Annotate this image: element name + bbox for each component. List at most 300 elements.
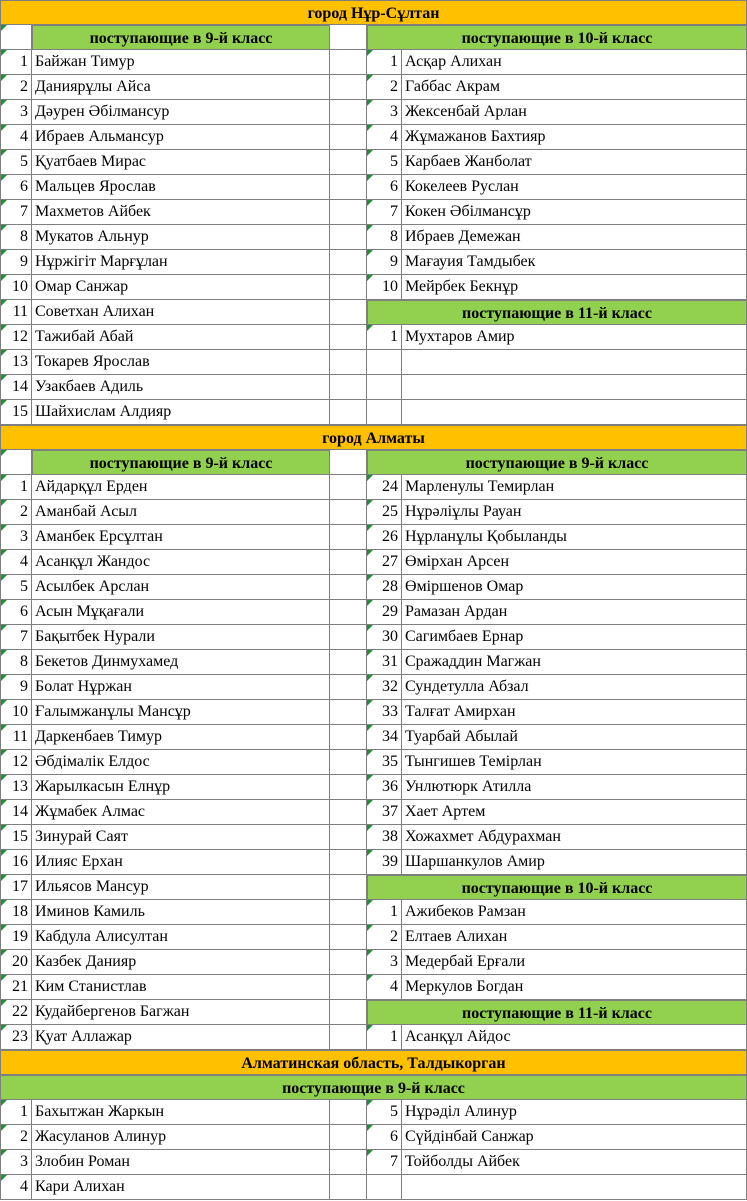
row-number-cell[interactable]: 19 bbox=[0, 925, 32, 950]
student-name-cell[interactable]: Рамазан Ардан bbox=[402, 600, 747, 625]
row-number-cell[interactable] bbox=[367, 1175, 402, 1200]
student-name-cell[interactable]: Хает Артем bbox=[402, 800, 747, 825]
row-number-cell[interactable]: 30 bbox=[367, 625, 402, 650]
table-row bbox=[0, 825, 747, 850]
student-name-cell[interactable]: Советхан Алихан bbox=[32, 300, 330, 325]
table-row bbox=[0, 50, 747, 75]
row-number-cell[interactable]: 31 bbox=[367, 650, 402, 675]
spacer-cell[interactable] bbox=[330, 850, 367, 875]
spacer-cell[interactable] bbox=[330, 150, 367, 175]
cell-marker-icon bbox=[1, 650, 7, 656]
table-row bbox=[0, 300, 747, 325]
student-name-cell[interactable]: Талғат Амирхан bbox=[402, 700, 747, 725]
section-title-row bbox=[0, 425, 747, 450]
spacer-cell[interactable] bbox=[330, 675, 367, 700]
row-number-cell[interactable]: 13 bbox=[0, 350, 32, 375]
row-number-cell[interactable]: 17 bbox=[0, 875, 32, 900]
spacer-cell[interactable] bbox=[330, 175, 367, 200]
student-name-cell[interactable]: Тойболды Айбек bbox=[402, 1150, 747, 1175]
spacer-cell[interactable] bbox=[330, 900, 367, 925]
spacer-cell[interactable] bbox=[330, 525, 367, 550]
student-name-cell[interactable]: Ильясов Мансур bbox=[32, 875, 330, 900]
table-row bbox=[0, 1150, 747, 1175]
student-name-cell[interactable]: Злобин Роман bbox=[32, 1150, 330, 1175]
row-number-cell[interactable]: 16 bbox=[0, 850, 32, 875]
row-number-cell[interactable]: 5 bbox=[367, 150, 402, 175]
cell-marker-icon bbox=[1, 1000, 7, 1006]
student-name-cell[interactable]: Асқар Алихан bbox=[402, 50, 747, 75]
table-row bbox=[0, 225, 747, 250]
spacer-cell[interactable] bbox=[330, 775, 367, 800]
class-header bbox=[32, 25, 330, 50]
row-number-cell[interactable]: 6 bbox=[0, 600, 32, 625]
student-name-cell[interactable]: Шайхислам Алдияр bbox=[32, 400, 330, 425]
row-number-cell[interactable]: 9 bbox=[0, 250, 32, 275]
section-title bbox=[0, 425, 747, 450]
student-name-cell[interactable]: Мукатов Альнур bbox=[32, 225, 330, 250]
table-row bbox=[0, 975, 747, 1000]
row-number-cell[interactable]: 3 bbox=[367, 100, 402, 125]
spacer-cell[interactable] bbox=[330, 25, 367, 50]
table-row bbox=[0, 100, 747, 125]
student-name-cell[interactable]: Жұмабек Алмас bbox=[32, 800, 330, 825]
row-number-cell[interactable]: 23 bbox=[0, 1025, 32, 1050]
cell-marker-icon bbox=[1, 925, 7, 931]
cell-marker-icon bbox=[1, 975, 7, 981]
student-name-cell[interactable]: Ибраев Демежан bbox=[402, 225, 747, 250]
student-name-cell[interactable]: Сражаддин Магжан bbox=[402, 650, 747, 675]
student-name-cell[interactable]: Габбас Акрам bbox=[402, 75, 747, 100]
row-number-cell[interactable]: 5 bbox=[367, 1100, 402, 1125]
row-number-cell[interactable]: 1 bbox=[367, 900, 402, 925]
row-number-cell[interactable]: 5 bbox=[0, 150, 32, 175]
row-number-cell[interactable]: 7 bbox=[367, 1150, 402, 1175]
cell-marker-icon bbox=[1, 550, 7, 556]
student-name-cell[interactable]: Кари Алихан bbox=[32, 1175, 330, 1200]
student-name-cell[interactable]: Унлютюрк Атилла bbox=[402, 775, 747, 800]
student-name-cell[interactable]: Медербай Ерғали bbox=[402, 950, 747, 975]
cell-marker-icon bbox=[1, 525, 7, 531]
cell-marker-icon bbox=[1, 250, 7, 256]
table-row bbox=[0, 125, 747, 150]
row-number-cell[interactable]: 14 bbox=[0, 375, 32, 400]
student-name-cell[interactable]: Елтаев Алихан bbox=[402, 925, 747, 950]
row-number-cell[interactable] bbox=[367, 400, 402, 425]
table-row bbox=[0, 150, 747, 175]
row-number-cell[interactable]: 4 bbox=[367, 125, 402, 150]
row-number-cell[interactable]: 1 bbox=[0, 50, 32, 75]
student-name-cell[interactable]: Жасуланов Алинур bbox=[32, 1125, 330, 1150]
spacer-cell[interactable] bbox=[330, 725, 367, 750]
row-number-cell[interactable] bbox=[367, 350, 402, 375]
cell-marker-icon bbox=[1, 400, 7, 406]
student-name-cell[interactable]: Узакбаев Адиль bbox=[32, 375, 330, 400]
cell-marker-icon bbox=[367, 600, 373, 606]
spacer-cell[interactable] bbox=[330, 1175, 367, 1200]
cell-marker-icon bbox=[367, 825, 373, 831]
class-header bbox=[367, 450, 747, 475]
cell-marker-icon bbox=[1, 225, 7, 231]
cell-marker-icon bbox=[367, 475, 373, 481]
student-name-cell[interactable]: Аманбек Ерсұлтан bbox=[32, 525, 330, 550]
row-number-cell[interactable]: 1 bbox=[0, 1100, 32, 1125]
spacer-cell[interactable] bbox=[330, 450, 367, 475]
row-number-cell[interactable] bbox=[367, 375, 402, 400]
student-name-cell[interactable] bbox=[402, 375, 747, 400]
cell-marker-icon bbox=[367, 900, 373, 906]
cell-marker-icon bbox=[1, 150, 7, 156]
row-number-cell[interactable]: 15 bbox=[0, 400, 32, 425]
student-name-cell[interactable]: Мейрбек Бекнұр bbox=[402, 275, 747, 300]
student-name-cell[interactable]: Болат Нұржан bbox=[32, 675, 330, 700]
row-number-cell[interactable] bbox=[0, 25, 32, 50]
spacer-cell[interactable] bbox=[330, 750, 367, 775]
cell-marker-icon bbox=[367, 125, 373, 131]
row-number-cell[interactable]: 1 bbox=[367, 325, 402, 350]
table-row bbox=[0, 550, 747, 575]
spacer-cell[interactable] bbox=[330, 925, 367, 950]
row-number-cell[interactable]: 12 bbox=[0, 750, 32, 775]
table-row bbox=[0, 700, 747, 725]
row-number-cell[interactable]: 2 bbox=[0, 500, 32, 525]
row-number-cell[interactable]: 33 bbox=[367, 700, 402, 725]
row-number-cell[interactable]: 3 bbox=[0, 100, 32, 125]
row-number-cell[interactable]: 4 bbox=[367, 975, 402, 1000]
student-name-cell[interactable]: Жарылкасын Елнұр bbox=[32, 775, 330, 800]
student-name-cell[interactable]: Иминов Камиль bbox=[32, 900, 330, 925]
spacer-cell[interactable] bbox=[330, 500, 367, 525]
table-row bbox=[0, 350, 747, 375]
row-number-cell[interactable]: 12 bbox=[0, 325, 32, 350]
row-number-cell[interactable]: 14 bbox=[0, 800, 32, 825]
row-number-cell[interactable]: 21 bbox=[0, 975, 32, 1000]
spacer-cell[interactable] bbox=[330, 875, 367, 900]
row-number-cell[interactable]: 11 bbox=[0, 300, 32, 325]
cell-marker-icon bbox=[367, 325, 373, 331]
student-name-cell[interactable]: Дәурен Әбілмансур bbox=[32, 100, 330, 125]
student-name-cell[interactable]: Мағауия Тамдыбек bbox=[402, 250, 747, 275]
section-title-text: Алматинская область, Талдыкорган bbox=[241, 1055, 506, 1072]
student-name-cell[interactable]: Кокен Әбілмансұр bbox=[402, 200, 747, 225]
row-number-cell[interactable]: 20 bbox=[0, 950, 32, 975]
spacer-cell[interactable] bbox=[330, 625, 367, 650]
cell-marker-icon bbox=[367, 575, 373, 581]
row-number-cell[interactable]: 4 bbox=[0, 550, 32, 575]
row-number-cell[interactable]: 29 bbox=[367, 600, 402, 625]
section-title-text: город Нұр-Сұлтан bbox=[307, 5, 440, 22]
cell-marker-icon bbox=[1, 950, 7, 956]
section-header-row bbox=[0, 1075, 747, 1100]
table-row bbox=[0, 25, 747, 50]
spacer-cell[interactable] bbox=[330, 50, 367, 75]
spacer-cell[interactable] bbox=[330, 1025, 367, 1050]
spacer-cell[interactable] bbox=[330, 825, 367, 850]
row-number-cell[interactable]: 37 bbox=[367, 800, 402, 825]
cell-marker-icon bbox=[1, 800, 7, 806]
cell-marker-icon bbox=[1, 500, 7, 506]
student-name-cell[interactable]: Әбдімалік Елдос bbox=[32, 750, 330, 775]
student-name-cell[interactable]: Даниярұлы Айса bbox=[32, 75, 330, 100]
cell-marker-icon bbox=[367, 925, 373, 931]
row-number-cell[interactable]: 24 bbox=[367, 475, 402, 500]
cell-marker-icon bbox=[1, 625, 7, 631]
cell-marker-icon bbox=[1, 175, 7, 181]
student-name-cell[interactable]: Кудайбергенов Багжан bbox=[32, 1000, 330, 1025]
student-name-cell[interactable]: Кокелеев Руслан bbox=[402, 175, 747, 200]
row-number-cell[interactable]: 39 bbox=[367, 850, 402, 875]
cell-marker-icon bbox=[1, 375, 7, 381]
table-row bbox=[0, 1175, 747, 1200]
student-name-cell[interactable]: Тынгишев Темірлан bbox=[402, 750, 747, 775]
row-number-cell[interactable]: 4 bbox=[0, 125, 32, 150]
student-name-cell[interactable]: Карбаев Жанболат bbox=[402, 150, 747, 175]
row-number-cell[interactable]: 1 bbox=[367, 50, 402, 75]
spacer-cell[interactable] bbox=[330, 325, 367, 350]
table-row bbox=[0, 450, 747, 475]
spacer-cell[interactable] bbox=[330, 350, 367, 375]
student-name-cell[interactable]: Марленулы Темирлан bbox=[402, 475, 747, 500]
student-name-cell[interactable] bbox=[402, 350, 747, 375]
student-name-cell[interactable]: Махметов Айбек bbox=[32, 200, 330, 225]
row-number-cell[interactable]: 10 bbox=[0, 700, 32, 725]
cell-marker-icon bbox=[367, 800, 373, 806]
row-number-cell[interactable]: 9 bbox=[0, 675, 32, 700]
table-row bbox=[0, 1100, 747, 1125]
cell-marker-icon bbox=[367, 1150, 373, 1156]
section-title bbox=[0, 0, 747, 25]
student-name-cell[interactable]: Мальцев Ярослав bbox=[32, 175, 330, 200]
row-number-cell[interactable]: 32 bbox=[367, 675, 402, 700]
student-name-cell[interactable]: Омар Санжар bbox=[32, 275, 330, 300]
row-number-cell[interactable]: 22 bbox=[0, 1000, 32, 1025]
table-row bbox=[0, 400, 747, 425]
class-header bbox=[367, 25, 747, 50]
row-number-cell[interactable]: 2 bbox=[367, 75, 402, 100]
row-number-cell[interactable]: 3 bbox=[0, 525, 32, 550]
row-number-cell[interactable]: 10 bbox=[367, 275, 402, 300]
student-name-cell[interactable]: Сүйдінбай Санжар bbox=[402, 1125, 747, 1150]
spacer-cell[interactable] bbox=[330, 75, 367, 100]
spacer-cell[interactable] bbox=[330, 250, 367, 275]
row-number-cell[interactable] bbox=[0, 450, 32, 475]
student-name-cell[interactable]: Өмірхан Арсен bbox=[402, 550, 747, 575]
row-number-cell[interactable]: 5 bbox=[0, 575, 32, 600]
row-number-cell[interactable]: 7 bbox=[0, 625, 32, 650]
spacer-cell[interactable] bbox=[330, 575, 367, 600]
row-number-cell[interactable]: 3 bbox=[0, 1150, 32, 1175]
row-number-cell[interactable]: 36 bbox=[367, 775, 402, 800]
cell-marker-icon bbox=[1, 275, 7, 281]
student-name-cell[interactable]: Аманбай Асыл bbox=[32, 500, 330, 525]
student-name-cell[interactable]: Тажибай Абай bbox=[32, 325, 330, 350]
table-row bbox=[0, 725, 747, 750]
student-name-cell[interactable] bbox=[402, 400, 747, 425]
class-header-text: поступающие в 9-й класс bbox=[282, 1080, 465, 1097]
row-number-cell[interactable]: 18 bbox=[0, 900, 32, 925]
table-row bbox=[0, 500, 747, 525]
row-number-cell[interactable]: 34 bbox=[367, 725, 402, 750]
cell-marker-icon bbox=[1, 450, 7, 456]
student-name-cell[interactable]: Сагимбаев Ернар bbox=[402, 625, 747, 650]
student-name-cell[interactable]: Бахытжан Жаркын bbox=[32, 1100, 330, 1125]
student-name-cell[interactable]: Асанқұл Айдос bbox=[402, 1025, 747, 1050]
spacer-cell[interactable] bbox=[330, 275, 367, 300]
table-row bbox=[0, 1025, 747, 1050]
row-number-cell[interactable]: 6 bbox=[0, 175, 32, 200]
row-number-cell[interactable]: 4 bbox=[0, 1175, 32, 1200]
student-name-cell[interactable]: Өміршенов Омар bbox=[402, 575, 747, 600]
student-name-cell[interactable]: Нұрәліұлы Рауан bbox=[402, 500, 747, 525]
row-number-cell[interactable]: 1 bbox=[0, 475, 32, 500]
spacer-cell[interactable] bbox=[330, 700, 367, 725]
row-number-cell[interactable]: 9 bbox=[367, 250, 402, 275]
table-row bbox=[0, 850, 747, 875]
section-title-row bbox=[0, 1050, 747, 1075]
table-row bbox=[0, 275, 747, 300]
spacer-cell[interactable] bbox=[330, 375, 367, 400]
cell-marker-icon bbox=[1, 900, 7, 906]
cell-marker-icon bbox=[1, 850, 7, 856]
spacer-cell[interactable] bbox=[330, 1100, 367, 1125]
student-name-cell[interactable]: Хожахмет Абдурахман bbox=[402, 825, 747, 850]
spacer-cell[interactable] bbox=[330, 600, 367, 625]
student-name-cell[interactable]: Даркенбаев Тимур bbox=[32, 725, 330, 750]
cell-marker-icon bbox=[367, 175, 373, 181]
row-number-cell[interactable]: 25 bbox=[367, 500, 402, 525]
student-name-cell[interactable] bbox=[402, 1175, 747, 1200]
row-number-cell[interactable]: 7 bbox=[0, 200, 32, 225]
row-number-cell[interactable]: 2 bbox=[367, 925, 402, 950]
row-number-cell[interactable]: 1 bbox=[367, 1025, 402, 1050]
student-name-cell[interactable]: Меркулов Богдан bbox=[402, 975, 747, 1000]
row-number-cell[interactable]: 6 bbox=[367, 175, 402, 200]
spacer-cell[interactable] bbox=[330, 225, 367, 250]
spacer-cell[interactable] bbox=[330, 475, 367, 500]
table-row bbox=[0, 75, 747, 100]
spacer-cell[interactable] bbox=[330, 200, 367, 225]
class-header-text: поступающие в 10-й класс bbox=[461, 30, 653, 47]
cell-marker-icon bbox=[367, 150, 373, 156]
row-number-cell[interactable]: 2 bbox=[0, 75, 32, 100]
table-row bbox=[0, 375, 747, 400]
spacer-cell[interactable] bbox=[330, 1125, 367, 1150]
cell-marker-icon bbox=[1, 350, 7, 356]
row-number-cell[interactable]: 35 bbox=[367, 750, 402, 775]
row-number-cell[interactable]: 38 bbox=[367, 825, 402, 850]
row-number-cell[interactable]: 28 bbox=[367, 575, 402, 600]
row-number-cell[interactable]: 27 bbox=[367, 550, 402, 575]
table-row bbox=[0, 250, 747, 275]
section-title-text: город Алматы bbox=[322, 430, 425, 447]
cell-marker-icon bbox=[1, 750, 7, 756]
spacer-cell[interactable] bbox=[330, 950, 367, 975]
cell-marker-icon bbox=[1, 600, 7, 606]
spacer-cell[interactable] bbox=[330, 100, 367, 125]
row-number-cell[interactable]: 2 bbox=[0, 1125, 32, 1150]
row-number-cell[interactable]: 10 bbox=[0, 275, 32, 300]
student-name-cell[interactable]: Ким Станистлав bbox=[32, 975, 330, 1000]
student-name-cell[interactable]: Асылбек Арслан bbox=[32, 575, 330, 600]
row-number-cell[interactable]: 3 bbox=[367, 950, 402, 975]
student-name-cell[interactable]: Асын Мұқағали bbox=[32, 600, 330, 625]
student-name-cell[interactable]: Сундетулла Абзал bbox=[402, 675, 747, 700]
table-row bbox=[0, 950, 747, 975]
cell-marker-icon bbox=[367, 750, 373, 756]
row-number-cell[interactable]: 7 bbox=[367, 200, 402, 225]
student-name-cell[interactable]: Айдарқұл Ерден bbox=[32, 475, 330, 500]
spacer-cell[interactable] bbox=[330, 300, 367, 325]
student-name-cell[interactable]: Нұрланұлы Қобыланды bbox=[402, 525, 747, 550]
table-row bbox=[0, 775, 747, 800]
student-name-cell[interactable]: Кабдула Алисултан bbox=[32, 925, 330, 950]
spacer-cell[interactable] bbox=[330, 975, 367, 1000]
row-number-cell[interactable]: 26 bbox=[367, 525, 402, 550]
spacer-cell[interactable] bbox=[330, 125, 367, 150]
table-row bbox=[0, 625, 747, 650]
student-name-cell[interactable]: Туарбай Абылай bbox=[402, 725, 747, 750]
student-name-cell[interactable]: Казбек Данияр bbox=[32, 950, 330, 975]
cell-marker-icon bbox=[367, 700, 373, 706]
cell-marker-icon bbox=[367, 250, 373, 256]
student-name-cell[interactable]: Қуат Аллажар bbox=[32, 1025, 330, 1050]
spacer-cell[interactable] bbox=[330, 650, 367, 675]
row-number-cell[interactable]: 8 bbox=[367, 225, 402, 250]
spacer-cell[interactable] bbox=[330, 1000, 367, 1025]
table-row bbox=[0, 525, 747, 550]
student-name-cell[interactable]: Асанқұл Жандос bbox=[32, 550, 330, 575]
student-name-cell[interactable]: Зинурай Саят bbox=[32, 825, 330, 850]
cell-marker-icon bbox=[367, 200, 373, 206]
student-name-cell[interactable]: Қуатбаев Мирас bbox=[32, 150, 330, 175]
student-name-cell[interactable]: Ажибеков Рамзан bbox=[402, 900, 747, 925]
student-name-cell[interactable]: Илияс Ерхан bbox=[32, 850, 330, 875]
row-number-cell[interactable]: 13 bbox=[0, 775, 32, 800]
student-name-cell[interactable]: Нұрәділ Алинур bbox=[402, 1100, 747, 1125]
row-number-cell[interactable]: 11 bbox=[0, 725, 32, 750]
student-name-cell[interactable]: Мухтаров Амир bbox=[402, 325, 747, 350]
student-name-cell[interactable]: Бекетов Динмухамед bbox=[32, 650, 330, 675]
cell-marker-icon bbox=[367, 725, 373, 731]
table-row bbox=[0, 1000, 747, 1025]
table-row bbox=[0, 175, 747, 200]
cell-marker-icon bbox=[367, 975, 373, 981]
table-row bbox=[0, 925, 747, 950]
row-number-cell[interactable]: 6 bbox=[367, 1125, 402, 1150]
student-name-cell[interactable]: Нұржігіт Марғұлан bbox=[32, 250, 330, 275]
student-name-cell[interactable]: Бақытбек Нурали bbox=[32, 625, 330, 650]
spacer-cell[interactable] bbox=[330, 800, 367, 825]
student-name-cell[interactable]: Токарев Ярослав bbox=[32, 350, 330, 375]
student-name-cell[interactable]: Жексенбай Арлан bbox=[402, 100, 747, 125]
student-name-cell[interactable]: Ибраев Альмансур bbox=[32, 125, 330, 150]
student-name-cell[interactable]: Ғалымжанұлы Мансұр bbox=[32, 700, 330, 725]
spacer-cell[interactable] bbox=[330, 1150, 367, 1175]
table-row bbox=[0, 1125, 747, 1150]
spacer-cell[interactable] bbox=[330, 400, 367, 425]
student-name-cell[interactable]: Байжан Тимур bbox=[32, 50, 330, 75]
student-name-cell[interactable]: Шаршанкулов Амир bbox=[402, 850, 747, 875]
student-name-cell[interactable]: Жұмажанов Бахтияр bbox=[402, 125, 747, 150]
table-row bbox=[0, 575, 747, 600]
cell-marker-icon bbox=[1, 675, 7, 681]
table-row bbox=[0, 650, 747, 675]
row-number-cell[interactable]: 15 bbox=[0, 825, 32, 850]
row-number-cell[interactable]: 8 bbox=[0, 225, 32, 250]
row-number-cell[interactable]: 8 bbox=[0, 650, 32, 675]
cell-marker-icon bbox=[367, 675, 373, 681]
cell-marker-icon bbox=[367, 525, 373, 531]
spacer-cell[interactable] bbox=[330, 550, 367, 575]
